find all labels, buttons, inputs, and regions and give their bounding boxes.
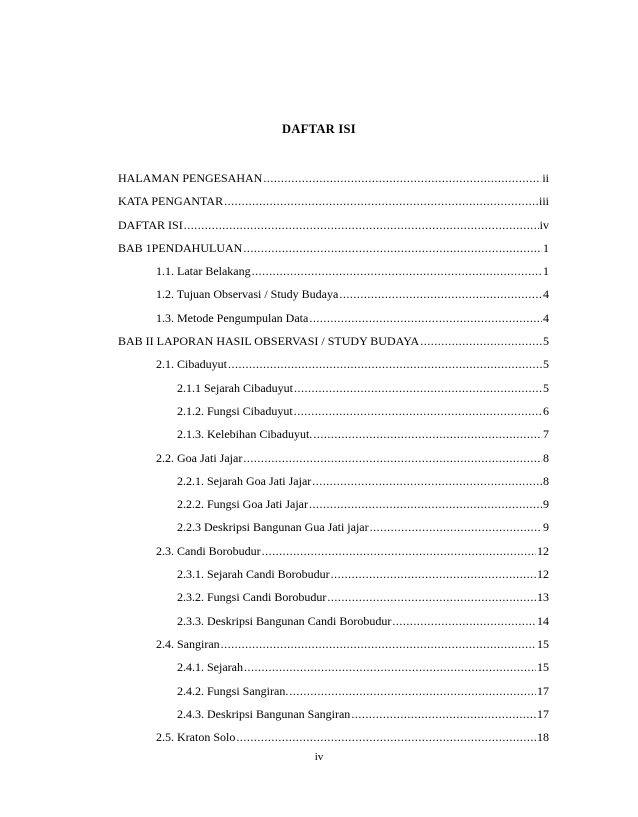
toc-entry[interactable] (118, 726, 549, 749)
toc-entry-label: BAB II LAPORAN HASIL OBSERVASI / STUDY BUDAYA (118, 334, 420, 349)
toc-entry-page-number: ii (542, 171, 549, 185)
toc-entry[interactable] (118, 493, 549, 516)
toc-entry-page-number: 17 (537, 706, 549, 721)
page-title: DAFTAR ISI (282, 122, 356, 136)
toc-entry[interactable] (118, 610, 549, 633)
toc-entry[interactable] (118, 260, 549, 283)
dot-leader (224, 190, 538, 213)
toc-entry-label: 2.2. Goa Jati Jajar (156, 450, 243, 465)
toc-entry-label: 1.3. Metode Pengumpulan Data (156, 310, 309, 325)
dot-leader (252, 260, 542, 283)
toc-entry-page-number: 12 (537, 543, 549, 558)
dot-leader (221, 633, 536, 656)
toc-entry-page-number: 7 (543, 427, 549, 442)
toc-entry-label: 2.1.2. Fungsi Cibaduyut (177, 403, 293, 418)
dot-leader (184, 214, 539, 237)
toc-entry-page-number: 13 (537, 590, 549, 605)
toc-entry-label: 2.4.2. Fungsi Sangiran. (177, 683, 289, 698)
toc-entry-label: 2.4.3. Deskripsi Bangunan Sangiran (177, 706, 351, 721)
dot-leader (294, 400, 542, 423)
toc-entry-label: 2.5. Kraton Solo (156, 730, 236, 745)
toc-entry-label: 2.2.2. Fungsi Goa Jati Jajar (177, 497, 308, 512)
toc-entry[interactable] (118, 423, 549, 446)
dot-leader (289, 680, 536, 703)
dot-leader (309, 493, 542, 516)
toc-entry-page-number: 15 (537, 636, 549, 651)
table-of-contents (118, 167, 549, 749)
toc-entry[interactable] (118, 167, 549, 190)
dot-leader (243, 447, 542, 470)
dot-leader (236, 726, 536, 749)
toc-entry[interactable] (118, 190, 549, 213)
toc-entry-page-number: 5 (543, 380, 549, 395)
toc-entry[interactable] (118, 470, 549, 493)
toc-entry-page-number: 1 (543, 240, 549, 255)
toc-entry-label: 1.1. Latar Belakang (156, 264, 251, 279)
toc-entry-page-number: 1 (543, 264, 549, 279)
toc-entry-label: 2.3. Candi Borobudur (156, 543, 261, 558)
dot-leader (294, 377, 542, 400)
toc-entry-page-number: iii (538, 194, 549, 209)
toc-entry-label: 2.1.3. Kelebihan Cibaduyut. (177, 427, 313, 442)
toc-entry[interactable] (118, 400, 549, 423)
toc-entry-label: 2.4.1. Sejarah (177, 660, 243, 675)
toc-entry-page-number: 5 (543, 357, 549, 372)
toc-entry[interactable] (118, 447, 549, 470)
toc-entry-label: 2.3.3. Deskripsi Bangunan Candi Borobudur (177, 613, 392, 628)
dot-leader (339, 283, 542, 306)
toc-entry-page-number: 14 (537, 613, 549, 628)
toc-entry[interactable] (118, 516, 549, 539)
toc-entry-page-number: 17 (537, 683, 549, 698)
toc-entry-page-number: 9 (543, 520, 549, 535)
toc-entry[interactable] (118, 563, 549, 586)
dot-leader (313, 423, 542, 446)
toc-entry-page-number: 8 (543, 450, 549, 465)
toc-entry-page-number: 18 (537, 730, 549, 745)
dot-leader (243, 237, 542, 260)
toc-entry[interactable] (118, 283, 549, 306)
dot-leader (312, 470, 542, 493)
toc-entry[interactable] (118, 680, 549, 703)
toc-entry[interactable] (118, 586, 549, 609)
toc-entry[interactable] (118, 703, 549, 726)
dot-leader (327, 586, 536, 609)
toc-entry[interactable] (118, 377, 549, 400)
toc-entry-label: DAFTAR ISI (118, 217, 183, 232)
toc-entry-label: 2.3.1. Sejarah Candi Borobudur (177, 567, 330, 582)
toc-entry[interactable] (118, 633, 549, 656)
toc-entry[interactable] (118, 237, 549, 260)
dot-leader (228, 353, 542, 376)
toc-entry-label: HALAMAN PENGESAHAN (118, 171, 263, 185)
toc-entry-label: 2.1. Cibaduyut (156, 357, 227, 372)
toc-entry-label: 1.2. Tujuan Observasi / Study Budaya (156, 287, 339, 302)
dot-leader (331, 563, 536, 586)
toc-entry-label: 2.3.2. Fungsi Candi Borobudur (177, 590, 327, 605)
dot-leader (351, 703, 536, 726)
toc-entry-label: 2.4. Sangiran (156, 636, 220, 651)
dot-leader (263, 167, 541, 190)
toc-entry-page-number: 4 (543, 287, 549, 302)
toc-entry[interactable] (118, 656, 549, 679)
toc-entry-label: 2.1.1 Sejarah Cibaduyut (177, 380, 293, 395)
toc-entry[interactable] (118, 330, 549, 353)
toc-entry-label: BAB 1PENDAHULUAN (118, 240, 243, 255)
toc-entry-page-number: iv (539, 217, 549, 232)
toc-entry-page-number: 15 (537, 660, 549, 675)
dot-leader (420, 330, 542, 353)
toc-entry-page-number: 9 (543, 497, 549, 512)
toc-entry-page-number: 5 (543, 334, 549, 349)
dot-leader (309, 307, 542, 330)
dot-leader (392, 610, 536, 633)
page-number: iv (314, 751, 324, 763)
dot-leader (262, 540, 536, 563)
toc-entry-page-number: 12 (537, 567, 549, 582)
toc-entry-page-number: 6 (543, 403, 549, 418)
dot-leader (370, 516, 542, 539)
toc-entry-label: 2.2.1. Sejarah Goa Jati Jajar (177, 473, 312, 488)
toc-entry-label: KATA PENGANTAR (118, 194, 224, 209)
dot-leader (244, 656, 536, 679)
toc-entry[interactable] (118, 307, 549, 330)
toc-entry[interactable] (118, 353, 549, 376)
toc-entry[interactable] (118, 540, 549, 563)
toc-entry-page-number: 8 (543, 473, 549, 488)
toc-entry-page-number: 4 (543, 310, 549, 325)
toc-entry-label: 2.2.3 Deskripsi Bangunan Gua Jati jajar (177, 520, 369, 535)
toc-entry[interactable] (118, 214, 549, 237)
